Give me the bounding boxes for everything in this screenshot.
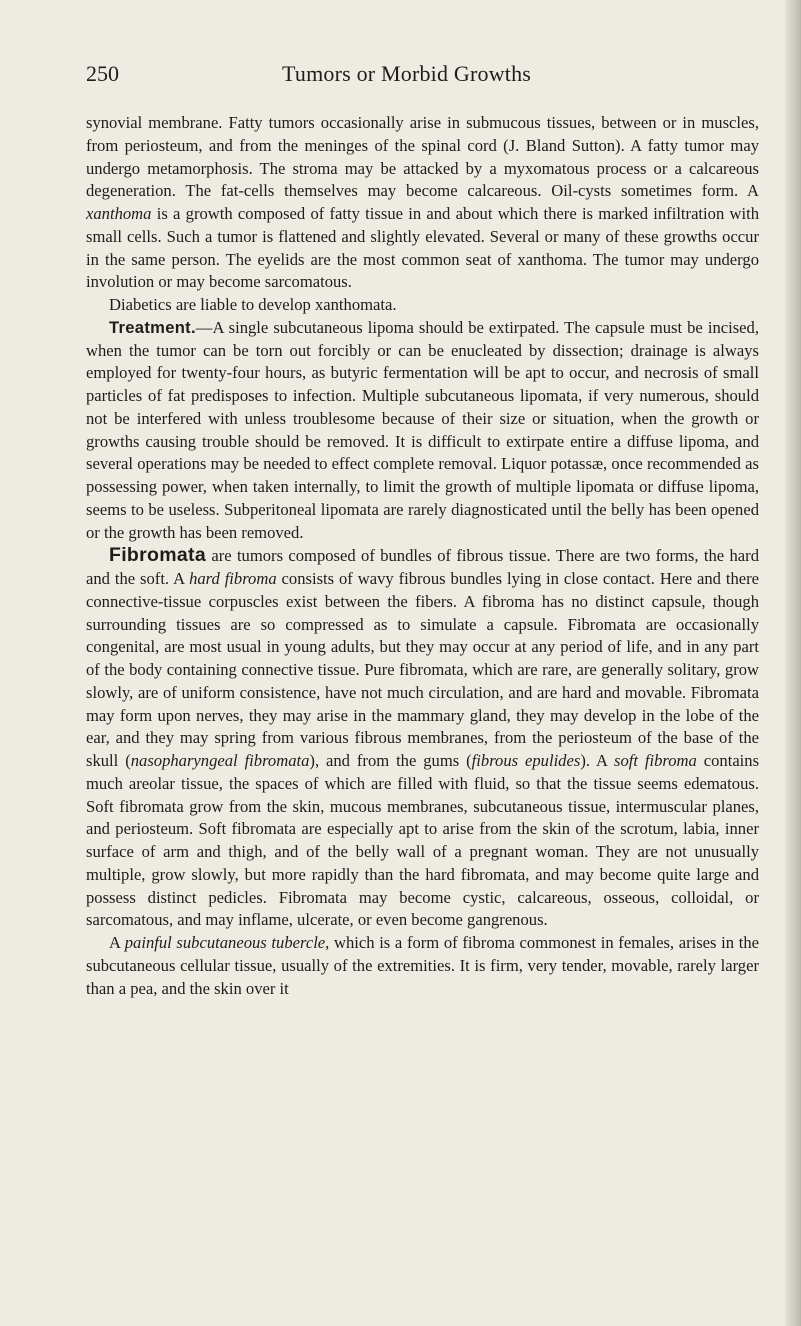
running-title: Tumors or Morbid Growths: [282, 61, 532, 86]
italic-term: soft fibroma: [613, 751, 697, 770]
paragraph-fatty-tumors: [86, 112, 759, 294]
text-run: A: [109, 933, 125, 952]
body-text: [86, 112, 759, 1000]
italic-term: xanthoma: [86, 204, 152, 223]
text-run: synovial membrane. Fatty tumors occasionally arise in submucous tissues, between or in muscles, from periosteum, and from the meninges of the spinal cord (J. Bland Sutton). A fatty tumor may undergo metamorphosis. The stroma may be attacked by a myxomatous process or a calcareous degeneration. The fat-cells themselves may become calcareous. Oil-cysts sometimes form. A: [86, 113, 759, 201]
page-header: [86, 57, 746, 91]
fibromata-heading: Fibromata: [109, 544, 206, 567]
text-run: are tumors composed of bundles of fibrous tissue. There are two forms, the hard and the soft. A: [86, 546, 759, 588]
text-run: contains much areolar tissue, the spaces of which are filled with fluid, so that the tissue seems edematous. Soft fibromata grow from the skin, mucous membranes, subcutaneous tissue, intermuscular planes, and periosteum. Soft fibromata are especially apt to arise from the skin of the scrotum, labia, inner surface of arm and thigh, and of the belly wall of a pregnant woman. They are not unusually multiple, grow slowly, but more rapidly than the hard fibromata, and may become quite large and possess distinct pedicles. Fibromata may become cystic, calcareous, osseous, colloidal, or sarcomatous, and may inflame, ulcerate, or even become gangrenous.: [86, 751, 760, 930]
italic-term: hard fibroma: [189, 569, 277, 588]
italic-term: painful subcutaneous tubercle: [124, 933, 326, 952]
text-run: ). A: [580, 751, 614, 770]
text-run: is a growth composed of fatty tissue in and about which there is marked infiltration with small cells. Such a tumor is flattened and slightly elevated. Several or many of these growths occur in the same person. The eyelids are the most common seat of xanthoma. The tumor may undergo involution or may become sarcomatous.: [86, 204, 759, 292]
paragraph-diabetics: Diabetics are liable to develop xanthomata.: [109, 295, 397, 314]
paragraph-treatment: [86, 317, 759, 545]
italic-term: fibrous epulides: [471, 751, 581, 770]
page-edge-shadow: [785, 0, 801, 1326]
text-run: ), and from the gums (: [309, 751, 472, 770]
paragraph-painful-tubercle: [86, 932, 759, 1000]
italic-term: nasopharyngeal fibromata: [130, 751, 310, 770]
treatment-heading: Treatment.: [109, 317, 196, 337]
paragraph-fibromata: [86, 544, 759, 932]
text-run: consists of wavy fibrous bundles lying in close contact. Here and there connective-tissue corpuscles exist between the fibers. A fibroma has no distinct capsule, though surrounding tissues are so compressed as to simulate a capsule. Fibromata are occasionally congenital, are most usual in young adults, but they may occur at any period of life, and in any part of the body containing connective tissue. Pure fibromata, which are rare, are generally solitary, grow slowly, are of uniform consistence, have not much circulation, and are hard and movable. Fibromata may form upon nerves, they may arise in the mammary gland, they may develop in the lobe of the ear, and they may spring from various fibrous membranes, from the periosteum of the base of the skull (: [86, 569, 760, 770]
page-number: 250: [86, 61, 119, 86]
text-run: , which is a form of fibroma commonest in females, arises in the subcutaneous cellular tissue, usually of the extremities. It is firm, very tender, movable, rarely larger than a pea, and the skin over it: [86, 933, 759, 998]
text-run: —A single subcutaneous lipoma should be extirpated. The capsule must be incised, when the tumor can be torn out forcibly or can be enucleated by dissection; drainage is always employed for twenty-four hours, as butyric fermentation will be apt to occur, and necrosis of small particles of fat predisposes to infection. Multiple subcutaneous lipomata, if very numerous, should not be interfered with unless troublesome because of their size or situation, when the growth or growths causing trouble should be removed. It is difficult to extirpate entire a diffuse lipoma, and several operations may be needed to effect complete removal. Liquor potassæ, once recommended as possessing power, when taken internally, to limit the growth of multiple lipomata or diffuse lipoma, seems to be useless. Subperitoneal lipomata are rarely diagnosticated until the belly has been opened or the growth has been removed.: [86, 317, 759, 542]
